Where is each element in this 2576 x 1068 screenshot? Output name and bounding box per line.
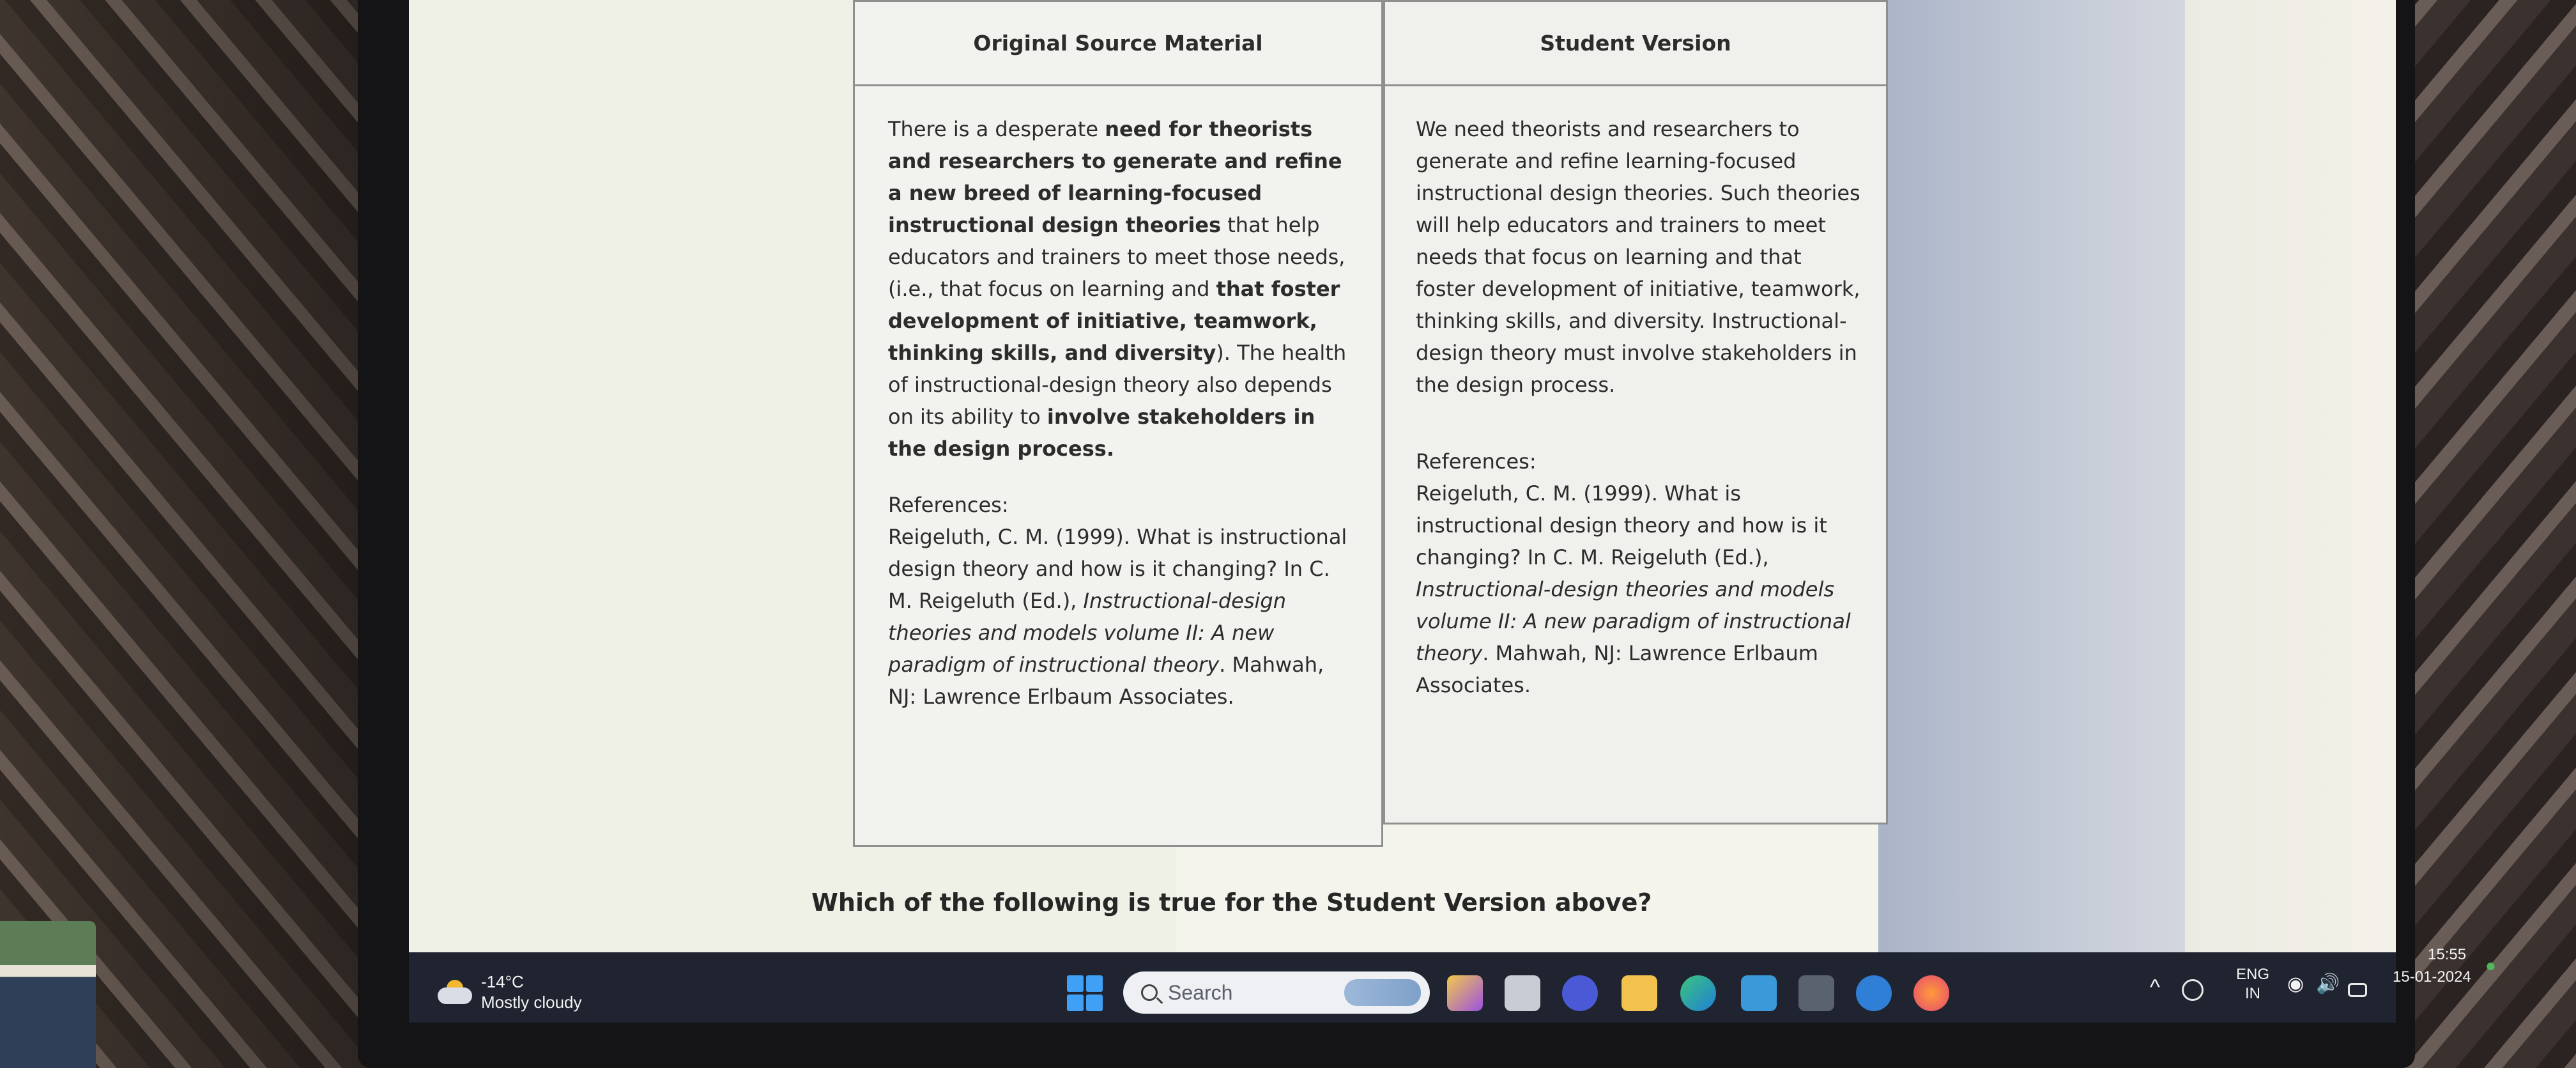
language-indicator[interactable] <box>2236 965 2269 1003</box>
reference-part: Reigeluth, C. M. (1999). What is instructional design theory and how is it changing? In C. M. Reigeluth (Ed.), <box>1416 481 1827 569</box>
original-source-header: Original Source Material <box>855 2 1381 86</box>
comparison-table <box>853 0 1888 847</box>
student-reference <box>1416 477 1867 701</box>
search-icon <box>1141 984 1158 1001</box>
firefox-icon[interactable] <box>1913 975 1949 1011</box>
weather-description: Mostly cloudy <box>481 993 582 1012</box>
meet-icon[interactable] <box>1562 975 1598 1011</box>
windows-logo-icon <box>1067 975 1084 992</box>
original-text-part: that help educators and trainers to meet those needs, (i.e., that focus on learning and <box>888 213 1346 301</box>
reference-part: . Mahwah, NJ: Lawrence Erlbaum Associates. <box>888 653 1324 709</box>
question-text: Which of the following is true for the Student Version above? <box>811 888 1652 917</box>
page-right-margin <box>2185 0 2396 952</box>
original-text-bold: involve stakeholders in the design process. <box>888 405 1315 461</box>
taskbar <box>409 952 2396 1023</box>
original-source-column <box>853 0 1383 847</box>
battery-icon[interactable] <box>2348 983 2367 997</box>
task-view-icon[interactable] <box>1505 975 1540 1011</box>
student-version-column <box>1383 0 1888 824</box>
show-hidden-icons[interactable]: ^ <box>2150 975 2160 1000</box>
books-stack <box>0 921 96 1068</box>
page-side-gutter <box>1878 0 2185 952</box>
wifi-icon[interactable]: ◉ <box>2287 973 2304 994</box>
original-text-bold: that foster development of initiative, teamwork, thinking skills, and diversity <box>888 277 1340 365</box>
clock-date[interactable]: 15-01-2024 <box>2393 968 2471 986</box>
original-reference <box>888 521 1349 713</box>
weather-temperature: -14°C <box>481 972 524 991</box>
search-placeholder: Search <box>1168 980 1233 1004</box>
weather-widget[interactable] <box>438 971 582 1012</box>
reference-part: . Mahwah, NJ: Lawrence Erlbaum Associates. <box>1416 641 1818 697</box>
widgets-icon[interactable] <box>1447 975 1483 1011</box>
reference-title: Instructional-design theories and models volume II: A new paradigm of instructional theory <box>1416 577 1851 665</box>
start-button[interactable] <box>1067 975 1103 1011</box>
original-text-bold: need for theorists and researchers to generate and refine a new breed of learning-focused instructional design theories <box>888 117 1342 237</box>
reference-part: Reigeluth, C. M. (1999). What is instructional design theory and how is it changing? In C. M. Reigeluth (Ed.), <box>888 525 1347 613</box>
original-source-text <box>888 113 1349 465</box>
search-highlight-art <box>1344 979 1421 1006</box>
clock-time[interactable]: 15:55 <box>2428 946 2467 963</box>
reference-title: Instructional-design theories and models volume II: A new paradigm of instructional theory <box>888 589 1286 677</box>
student-version-text: We need theorists and researchers to generate and refine learning-focused instructional design theories. Such theories will help educators and trainers to meet needs that focus on learning and that foster development of initiative, teamwork, thinking skills, and diversity. Instructional-design theory must involve stakeholders in the design process. <box>1416 117 1860 397</box>
store-icon[interactable] <box>1798 975 1834 1011</box>
volume-icon[interactable]: 🔊 <box>2316 973 2340 994</box>
notification-bell-icon[interactable]: ● <box>2485 956 2496 975</box>
help-icon[interactable] <box>1856 975 1892 1011</box>
region-code: IN <box>2245 985 2260 1002</box>
file-explorer-icon[interactable] <box>1621 975 1657 1011</box>
cloudy-weather-icon <box>438 980 472 1004</box>
laptop-screen <box>409 0 2396 1023</box>
background-surface-right <box>2391 0 2576 1068</box>
language-code: ENG <box>2236 966 2270 983</box>
app-icon[interactable] <box>1741 975 1777 1011</box>
student-version-header: Student Version <box>1385 2 1886 86</box>
original-references-label: References: <box>888 493 1009 517</box>
sync-icon[interactable] <box>2182 979 2204 1001</box>
taskbar-search[interactable] <box>1123 971 1430 1014</box>
edge-icon[interactable] <box>1680 975 1716 1011</box>
student-references-label: References: <box>1416 449 1537 474</box>
original-text-part: There is a desperate <box>888 117 1105 141</box>
original-text-part: ). The health of instructional-design theory also depends on its ability to <box>888 341 1347 429</box>
